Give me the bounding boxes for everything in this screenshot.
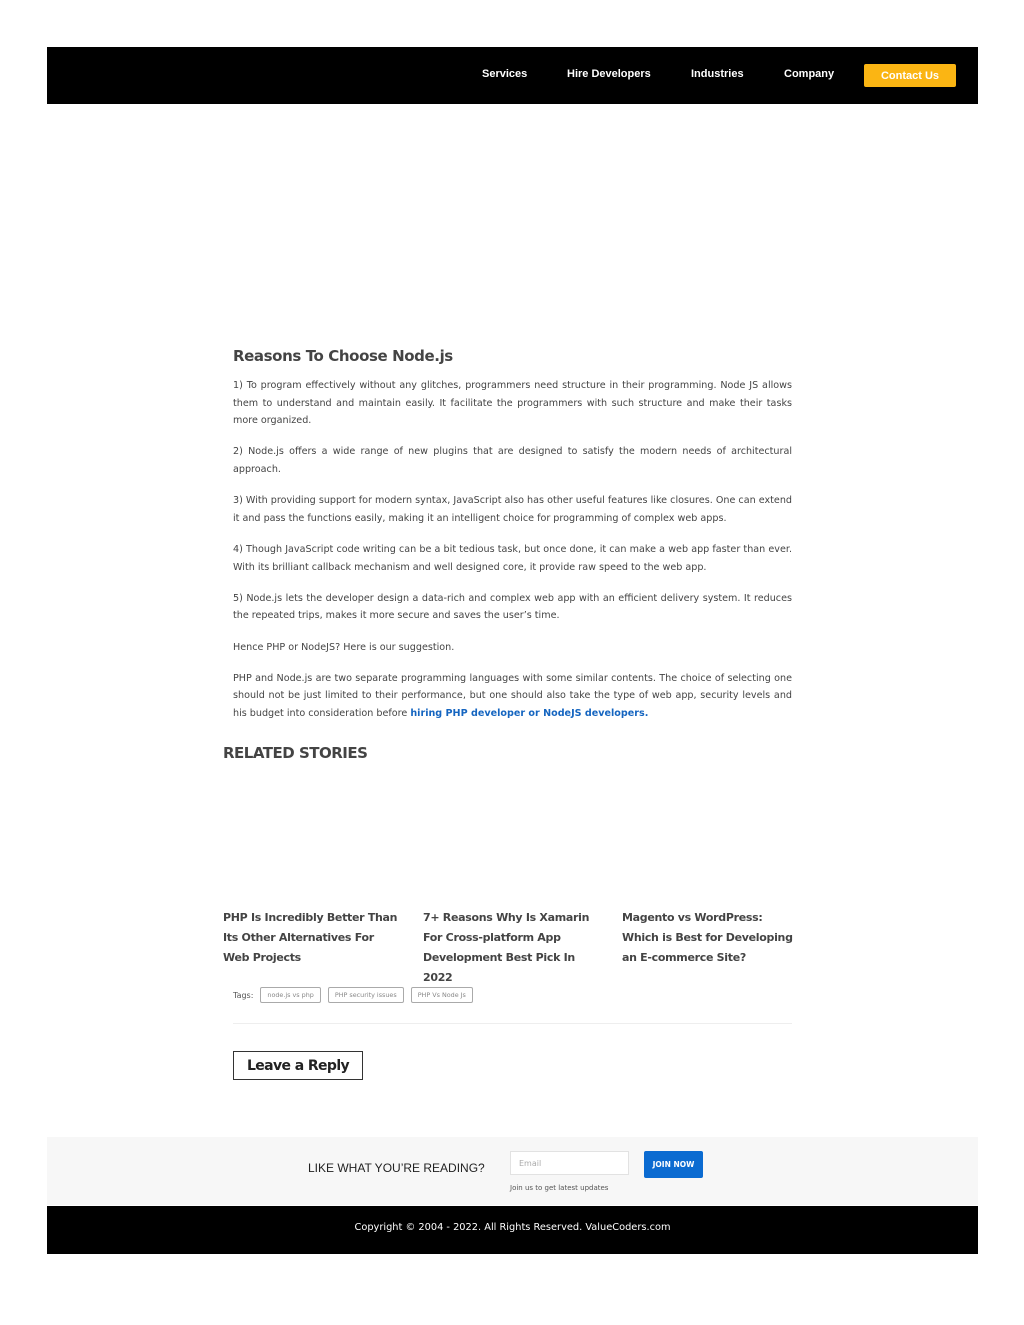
site-header: [47, 47, 978, 104]
article-paragraph: 1) To program effectively without any glitches, programmers need structure in their programming. Node JS allows them to understand and maintain easily. It facilitate the programmers with such structure and make their tasks more organized.: [233, 380, 792, 427]
leave-a-reply-heading: Leave a Reply: [233, 1051, 363, 1080]
tag-link[interactable]: node.js vs php: [260, 987, 320, 1003]
nav-services[interactable]: Services: [482, 68, 528, 80]
tag-link[interactable]: PHP security issues: [328, 987, 404, 1003]
tags-row: [233, 987, 480, 1003]
email-field[interactable]: [510, 1151, 629, 1175]
join-now-button[interactable]: JOIN NOW: [644, 1151, 703, 1178]
newsletter-prompt: LIKE WHAT YOU’RE READING?: [308, 1161, 485, 1175]
nav-industries[interactable]: Industries: [691, 68, 744, 80]
conclusion-text: PHP and Node.js are two separate programming languages with some similar contents. The choice of selecting one should not be just limited to their performance, but one should also take the type of web app, security levels and his budget into consideration before: [233, 672, 792, 719]
related-story-link[interactable]: 7+ Reasons Why Is Xamarin For Cross-platform App Development Best Pick In 2022: [423, 911, 590, 984]
related-stories-heading: RELATED STORIES: [223, 744, 368, 762]
related-story-link[interactable]: Magento vs WordPress: Which is Best for Developing an E-commerce Site?: [622, 911, 793, 964]
main-nav: [47, 47, 978, 104]
newsletter-subtext: Join us to get latest updates: [510, 1184, 609, 1192]
article-conclusion: [233, 670, 792, 723]
divider: [233, 1023, 792, 1024]
article-body: [233, 347, 792, 736]
article-paragraph: 3) With providing support for modern syntax, JavaScript also has other useful features like closures. One can extend it and pass the functions easily, making it an intelligent choice for programming of complex web apps.: [233, 495, 792, 524]
contact-us-button[interactable]: Contact Us: [864, 64, 956, 87]
newsletter-bar: [47, 1137, 978, 1205]
site-footer: [47, 1206, 978, 1254]
tag-link[interactable]: PHP Vs Node Js: [411, 987, 473, 1003]
tags-label: Tags:: [233, 990, 254, 1000]
article-paragraph: 2) Node.js offers a wide range of new plugins that are designed to satisfy the modern needs of architectural approach.: [233, 446, 792, 475]
related-story-link[interactable]: PHP Is Incredibly Better Than Its Other Alternatives For Web Projects: [223, 911, 398, 964]
article-heading: Reasons To Choose Node.js: [233, 347, 453, 365]
copyright-text: Copyright © 2004 - 2022. All Rights Reserved. ValueCoders.com: [354, 1222, 671, 1233]
article-paragraph: 5) Node.js lets the developer design a data-rich and complex web app with an efficient delivery system. It reduces the repeated trips, makes it more secure and saves the user’s time.: [233, 592, 792, 622]
article-paragraph: Hence PHP or NodeJS? Here is our suggestion.: [233, 641, 455, 653]
hire-developers-link[interactable]: hiring PHP developer or NodeJS developers.: [410, 707, 649, 719]
nav-company[interactable]: Company: [784, 68, 835, 80]
nav-hire-developers[interactable]: Hire Developers: [567, 68, 651, 80]
article-paragraph: 4) Though JavaScript code writing can be a bit tedious task, but once done, it can make a web app faster than ever. With its brilliant callback mechanism and well designed core, it provide raw speed to the web app.: [233, 543, 792, 573]
